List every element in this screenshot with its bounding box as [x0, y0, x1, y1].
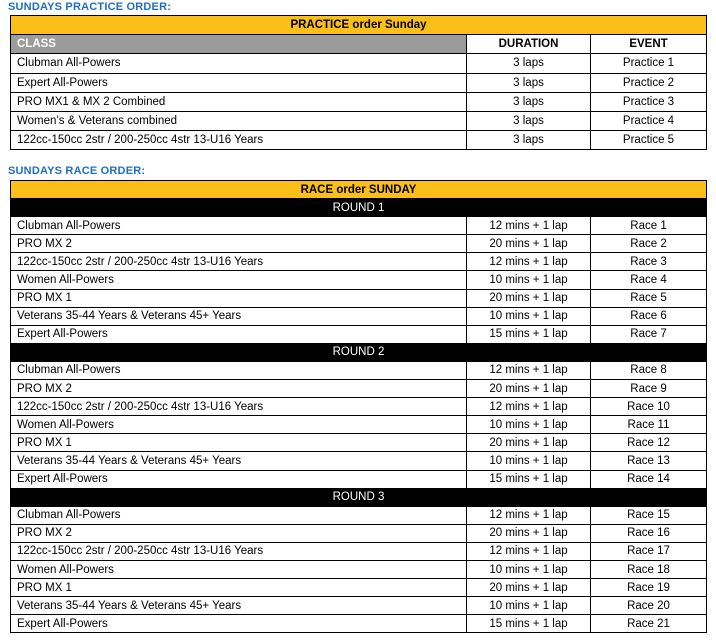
- class-column-header: CLASS: [11, 35, 467, 54]
- round-header-row: [11, 199, 707, 217]
- race-table-title: RACE order SUNDAY: [11, 181, 707, 199]
- event-cell: Race 19: [591, 579, 707, 597]
- table-row: [11, 325, 707, 343]
- event-cell: Practice 1: [591, 54, 707, 73]
- table-row: [11, 54, 707, 73]
- class-cell: Women All-Powers: [11, 416, 467, 434]
- table-row: [11, 380, 707, 398]
- class-cell: Veterans 35-44 Years & Veterans 45+ Years: [11, 597, 467, 615]
- class-cell: PRO MX 1: [11, 579, 467, 597]
- class-cell: Women All-Powers: [11, 271, 467, 289]
- class-cell: Clubman All-Powers: [11, 506, 467, 524]
- race-table: [10, 180, 707, 633]
- event-cell: Race 20: [591, 597, 707, 615]
- table-row: [11, 524, 707, 542]
- event-cell: Race 14: [591, 470, 707, 488]
- duration-cell: 3 laps: [467, 54, 591, 73]
- class-cell: Women All-Powers: [11, 560, 467, 578]
- table-row: [11, 615, 707, 633]
- class-cell: PRO MX 1: [11, 289, 467, 307]
- duration-column-header: DURATION: [467, 35, 591, 54]
- event-cell: Race 16: [591, 524, 707, 542]
- duration-cell: 20 mins + 1 lap: [467, 434, 591, 452]
- duration-cell: 3 laps: [467, 111, 591, 130]
- race-table-body: [11, 181, 707, 633]
- table-row: [11, 307, 707, 325]
- round-header-row: [11, 488, 707, 506]
- event-cell: Race 18: [591, 560, 707, 578]
- class-cell: 122cc-150cc 2str / 200-250cc 4str 13-U16 Years: [11, 398, 467, 416]
- race-table-title-row: [11, 181, 707, 199]
- table-row: [11, 452, 707, 470]
- table-row: [11, 579, 707, 597]
- class-cell: Expert All-Powers: [11, 615, 467, 633]
- class-cell: 122cc-150cc 2str / 200-250cc 4str 13-U16 Years: [11, 253, 467, 271]
- duration-cell: 15 mins + 1 lap: [467, 325, 591, 343]
- class-cell: Veterans 35-44 Years & Veterans 45+ Years: [11, 452, 467, 470]
- event-cell: Race 11: [591, 416, 707, 434]
- round-label: ROUND 1: [11, 199, 707, 217]
- event-cell: Race 21: [591, 615, 707, 633]
- table-row: [11, 217, 707, 235]
- table-row: [11, 470, 707, 488]
- event-cell: Race 3: [591, 253, 707, 271]
- table-row: [11, 111, 707, 130]
- duration-cell: 20 mins + 1 lap: [467, 289, 591, 307]
- table-row: [11, 271, 707, 289]
- event-cell: Practice 4: [591, 111, 707, 130]
- table-row: [11, 253, 707, 271]
- event-cell: Race 15: [591, 506, 707, 524]
- duration-cell: 12 mins + 1 lap: [467, 217, 591, 235]
- event-cell: Race 1: [591, 217, 707, 235]
- event-cell: Race 5: [591, 289, 707, 307]
- table-row: [11, 506, 707, 524]
- duration-cell: 10 mins + 1 lap: [467, 271, 591, 289]
- round-label: ROUND 2: [11, 343, 707, 361]
- event-cell: Practice 5: [591, 131, 707, 150]
- practice-section-title: SUNDAYS PRACTICE ORDER:: [8, 1, 172, 13]
- practice-table: [10, 15, 707, 150]
- duration-cell: 10 mins + 1 lap: [467, 560, 591, 578]
- table-row: [11, 361, 707, 379]
- duration-cell: 12 mins + 1 lap: [467, 398, 591, 416]
- table-row: [11, 73, 707, 92]
- event-cell: Race 2: [591, 235, 707, 253]
- duration-cell: 20 mins + 1 lap: [467, 235, 591, 253]
- event-cell: Race 10: [591, 398, 707, 416]
- table-row: [11, 434, 707, 452]
- event-cell: Practice 2: [591, 73, 707, 92]
- class-cell: 122cc-150cc 2str / 200-250cc 4str 13-U16 Years: [11, 542, 467, 560]
- class-cell: Women’s & Veterans combined: [11, 111, 467, 130]
- table-row: [11, 560, 707, 578]
- event-cell: Race 17: [591, 542, 707, 560]
- duration-cell: 20 mins + 1 lap: [467, 579, 591, 597]
- duration-cell: 15 mins + 1 lap: [467, 615, 591, 633]
- race-section-title: SUNDAYS RACE ORDER:: [8, 165, 146, 177]
- duration-cell: 20 mins + 1 lap: [467, 380, 591, 398]
- class-cell: PRO MX 2: [11, 380, 467, 398]
- practice-header-row: [11, 35, 707, 54]
- class-cell: Veterans 35-44 Years & Veterans 45+ Years: [11, 307, 467, 325]
- event-cell: Race 13: [591, 452, 707, 470]
- duration-cell: 12 mins + 1 lap: [467, 542, 591, 560]
- table-row: [11, 92, 707, 111]
- class-cell: Expert All-Powers: [11, 73, 467, 92]
- event-column-header: EVENT: [591, 35, 707, 54]
- table-row: [11, 597, 707, 615]
- duration-cell: 3 laps: [467, 73, 591, 92]
- practice-table-title-row: [11, 16, 707, 35]
- event-cell: Race 4: [591, 271, 707, 289]
- duration-cell: 20 mins + 1 lap: [467, 524, 591, 542]
- practice-table-body: [11, 16, 707, 150]
- duration-cell: 10 mins + 1 lap: [467, 597, 591, 615]
- practice-table-title: PRACTICE order Sunday: [11, 16, 707, 35]
- duration-cell: 12 mins + 1 lap: [467, 253, 591, 271]
- event-cell: Race 12: [591, 434, 707, 452]
- duration-cell: 12 mins + 1 lap: [467, 361, 591, 379]
- class-cell: PRO MX 2: [11, 524, 467, 542]
- class-cell: Clubman All-Powers: [11, 54, 467, 73]
- class-cell: Clubman All-Powers: [11, 217, 467, 235]
- event-cell: Race 8: [591, 361, 707, 379]
- duration-cell: 10 mins + 1 lap: [467, 307, 591, 325]
- table-row: [11, 398, 707, 416]
- table-row: [11, 542, 707, 560]
- table-row: [11, 131, 707, 150]
- class-cell: PRO MX1 & MX 2 Combined: [11, 92, 467, 111]
- event-cell: Practice 3: [591, 92, 707, 111]
- class-cell: Expert All-Powers: [11, 325, 467, 343]
- class-cell: PRO MX 2: [11, 235, 467, 253]
- duration-cell: 10 mins + 1 lap: [467, 452, 591, 470]
- class-cell: PRO MX 1: [11, 434, 467, 452]
- duration-cell: 12 mins + 1 lap: [467, 506, 591, 524]
- round-label: ROUND 3: [11, 488, 707, 506]
- class-cell: Clubman All-Powers: [11, 361, 467, 379]
- duration-cell: 3 laps: [467, 92, 591, 111]
- table-row: [11, 235, 707, 253]
- class-cell: Expert All-Powers: [11, 470, 467, 488]
- table-row: [11, 416, 707, 434]
- event-cell: Race 7: [591, 325, 707, 343]
- duration-cell: 10 mins + 1 lap: [467, 416, 591, 434]
- duration-cell: 15 mins + 1 lap: [467, 470, 591, 488]
- duration-cell: 3 laps: [467, 131, 591, 150]
- round-header-row: [11, 343, 707, 361]
- class-cell: 122cc-150cc 2str / 200-250cc 4str 13-U16 Years: [11, 131, 467, 150]
- event-cell: Race 6: [591, 307, 707, 325]
- table-row: [11, 289, 707, 307]
- event-cell: Race 9: [591, 380, 707, 398]
